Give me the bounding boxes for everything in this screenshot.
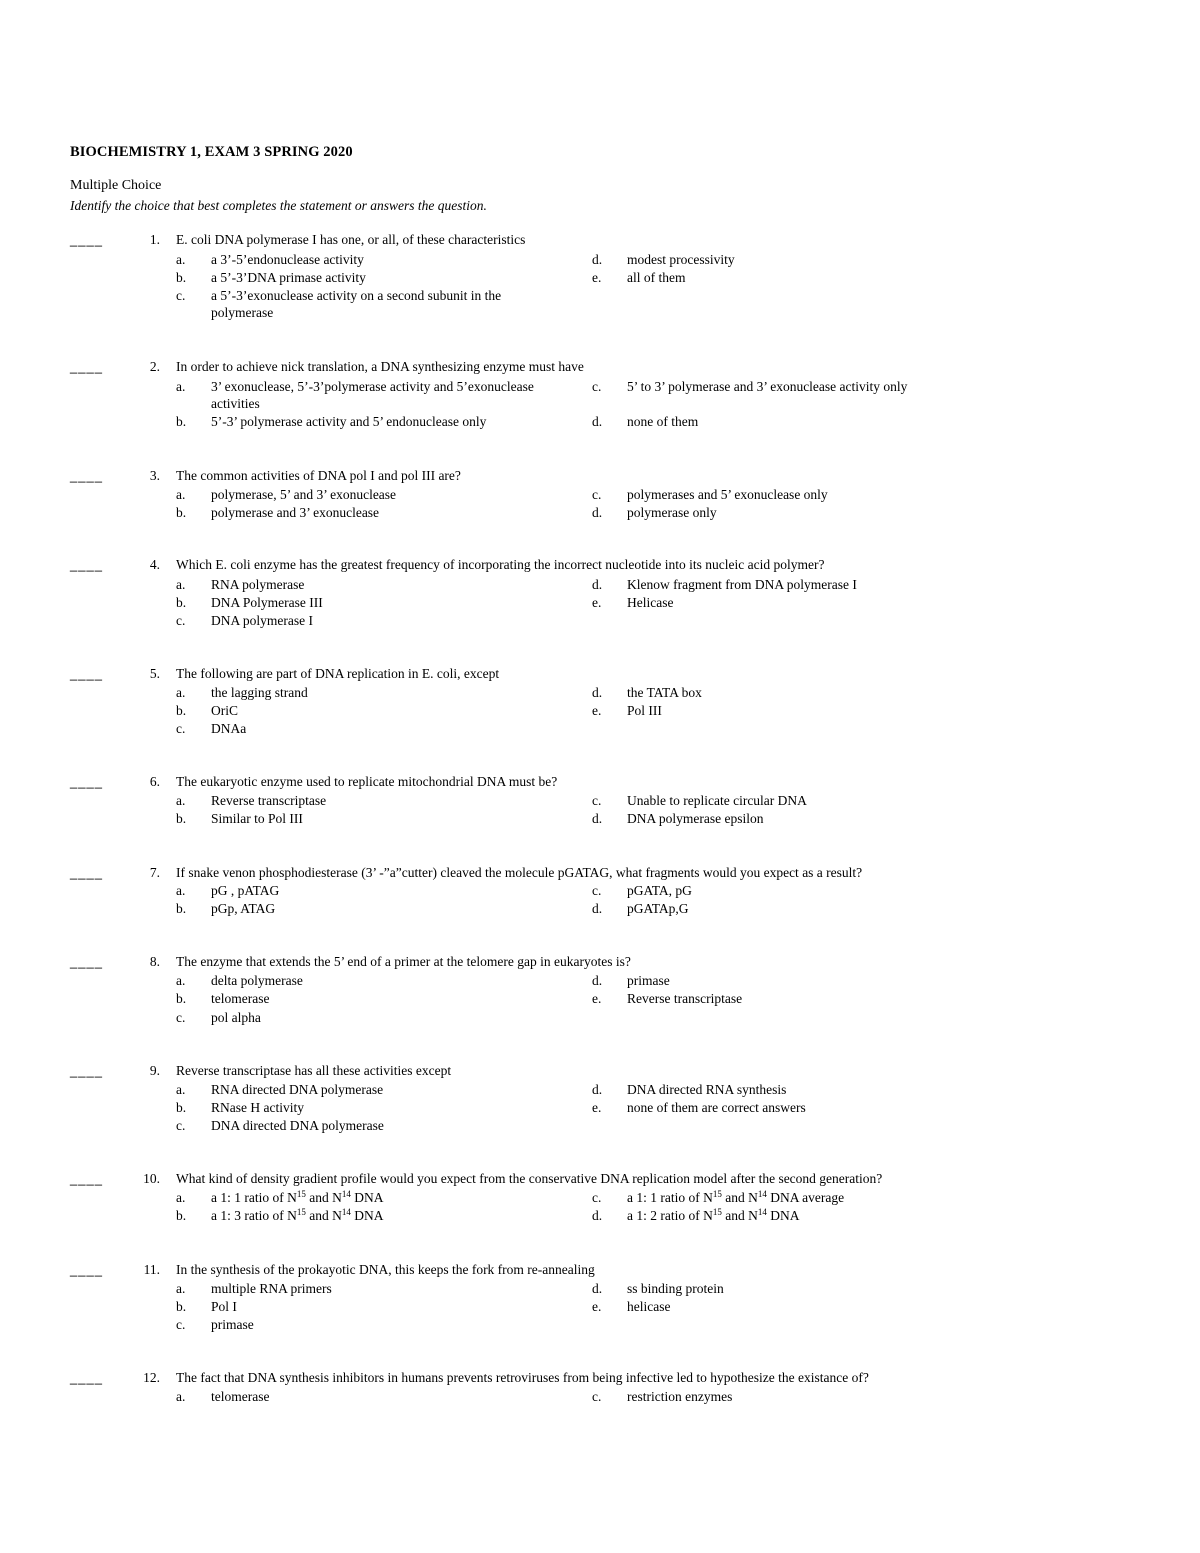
question-number: 9. xyxy=(149,1063,160,1078)
answer-blank[interactable]: ____ xyxy=(70,468,103,483)
question-stem: The following are part of DNA replication in E. coli, except xyxy=(176,666,500,681)
question-stem: Which E. coli enzyme has the greatest frequency of incorporating the incorrect nucleotide into its nucleic acid polymer? xyxy=(176,557,825,572)
answer-blank[interactable]: ____ xyxy=(70,954,103,969)
question-stem: The enzyme that extends the 5’ end of a primer at the telomere gap in eukaryotes is? xyxy=(176,954,631,969)
question-number: 8. xyxy=(149,954,160,969)
question-stem: In the synthesis of the prokayotic DNA, this keeps the fork from re-annealing xyxy=(176,1262,595,1277)
question-number: 11. xyxy=(143,1262,160,1277)
question-stem: The common activities of DNA pol I and pol III are? xyxy=(176,468,461,483)
instructions: Identify the choice that best completes the statement or answers the question. xyxy=(70,198,487,213)
answer-blank[interactable]: ____ xyxy=(70,1171,103,1186)
section-title: Multiple Choice xyxy=(70,178,162,193)
question-number: 12. xyxy=(143,1370,160,1385)
question-number: 10. xyxy=(143,1171,160,1186)
question-stem: Reverse transcriptase has all these activities except xyxy=(176,1063,452,1078)
question-stem: E. coli DNA polymerase I has one, or all, of these characteristics xyxy=(176,232,526,247)
answer-blank[interactable]: ____ xyxy=(70,1370,103,1385)
answer-blank[interactable]: ____ xyxy=(70,865,103,880)
question-stem: If snake venon phosphodiesterase (3’ -”a”cutter) cleaved the molecule pGATAG, what fragments would you expect as a result? xyxy=(176,865,863,880)
question-number: 4. xyxy=(149,557,160,572)
question-stem: The fact that DNA synthesis inhibitors in humans prevents retroviruses from being infective led to hypothesize the existance of? xyxy=(176,1370,869,1385)
answer-blank[interactable]: ____ xyxy=(70,232,103,247)
question-number: 5. xyxy=(149,666,160,681)
question-number: 7. xyxy=(149,865,160,880)
question-number: 2. xyxy=(149,359,160,374)
answer-blank[interactable]: ____ xyxy=(70,1063,103,1078)
question-number: 3. xyxy=(149,468,160,483)
question-number: 6. xyxy=(149,774,160,789)
answer-blank[interactable]: ____ xyxy=(70,774,103,789)
question-stem: What kind of density gradient profile would you expect from the conservative DNA replication model after the second generation? xyxy=(176,1171,883,1186)
answer-blank[interactable]: ____ xyxy=(70,666,103,681)
answer-blank[interactable]: ____ xyxy=(70,1262,103,1277)
question-number: 1. xyxy=(149,232,160,247)
answer-blank[interactable]: ____ xyxy=(70,359,103,374)
exam-title: BIOCHEMISTRY 1, EXAM 3 SPRING 2020 xyxy=(70,144,353,160)
question-stem: The eukaryotic enzyme used to replicate mitochondrial DNA must be? xyxy=(176,774,558,789)
question-stem: In order to achieve nick translation, a DNA synthesizing enzyme must have xyxy=(176,359,584,374)
answer-blank[interactable]: ____ xyxy=(70,557,103,572)
